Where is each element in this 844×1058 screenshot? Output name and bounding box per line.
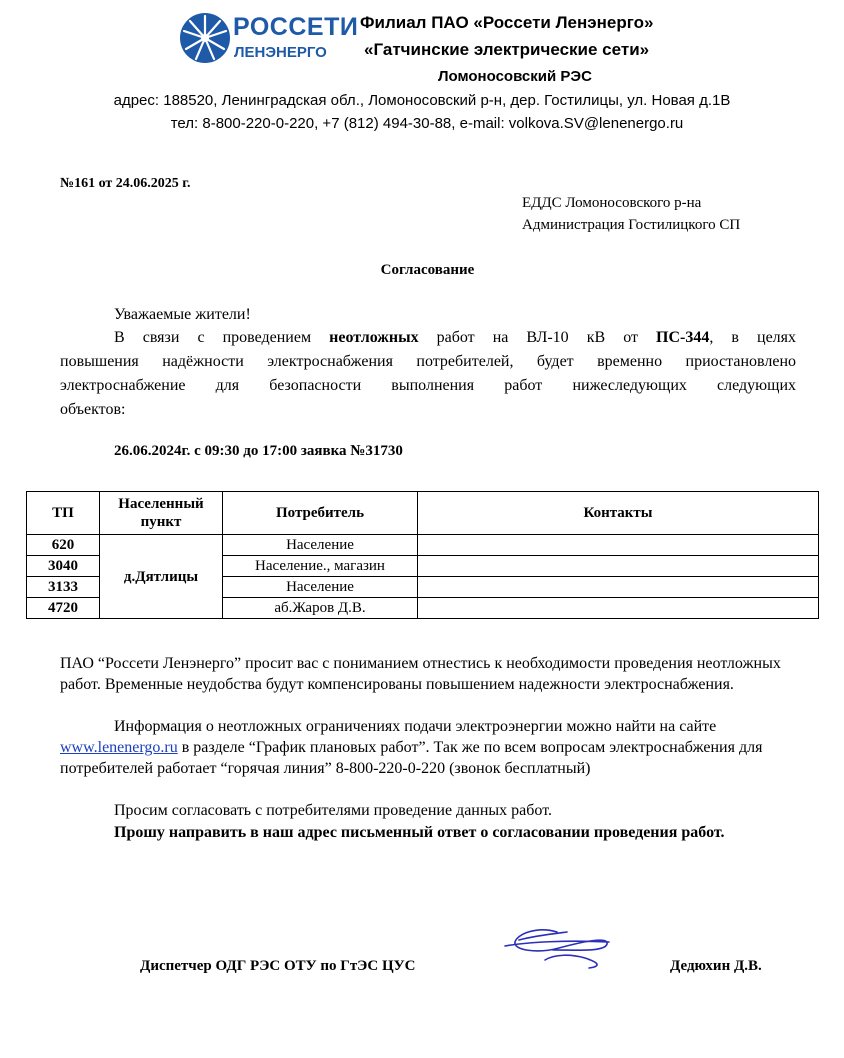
lenenergo-site-link[interactable]: www.lenenergo.ru bbox=[60, 739, 178, 756]
table-header-row bbox=[27, 492, 819, 535]
contacts-cell bbox=[418, 556, 819, 577]
res-name: Ломоносовский РЭС bbox=[438, 68, 592, 85]
contacts-line: тел: 8-800-220-0-220, +7 (812) 494-30-88, e-mail: volkova.SV@lenenergo.ru bbox=[170, 115, 684, 132]
tp-cell: 3133 bbox=[27, 577, 100, 598]
contacts-cell bbox=[418, 598, 819, 619]
contacts-cell bbox=[418, 535, 819, 556]
intro-line-3: электроснабжение для безопасности выполнения работ нижеследующих следующих bbox=[60, 377, 796, 394]
header-tp: ТП bbox=[27, 492, 100, 535]
handwritten-signature bbox=[497, 920, 617, 974]
address-line: адрес: 188520, Ленинградская обл., Ломоносовский р-н, дер. Гостилицы, ул. Новая д.1В bbox=[113, 92, 731, 109]
signer-name: Дедюхин Д.В. bbox=[670, 958, 762, 974]
document-number: №161 от 24.06.2025 г. bbox=[60, 176, 191, 191]
body-paragraph-2-text: Информация о неотложных ограничениях подачи электроэнергии можно найти на сайте www.lenenergo.ru в разделе “График плановых работ”. Так же по всем вопросам электроснабжения для потребителей работает “горячая линия” 8-800-220-0-220 (звонок бесплатный) bbox=[60, 718, 763, 777]
document-subject: Согласование bbox=[380, 262, 475, 278]
intro-line-4: объектов: bbox=[60, 401, 126, 418]
tp-cell: 4720 bbox=[27, 598, 100, 619]
greeting: Уважаемые жители! bbox=[114, 306, 251, 323]
body-paragraph-1: ПАО “Россети Ленэнерго” просит вас с пониманием отнестись к необходимости проведения неотложных работ. Временные неудобства будут компенсированы повышением надежности электроснабжения. bbox=[60, 655, 781, 693]
intro-line-2: повышения надёжности электроснабжения потребителей, будет временно приостановлено bbox=[60, 353, 796, 370]
consumer-cell: аб.Жаров Д.В. bbox=[223, 598, 418, 619]
schedule-line: 26.06.2024г. с 09:30 до 17:00 заявка №31730 bbox=[114, 443, 403, 459]
branch-title: Филиал ПАО «Россети Ленэнерго» bbox=[360, 13, 654, 32]
tp-cell: 620 bbox=[27, 535, 100, 556]
table-row bbox=[27, 535, 819, 556]
tp-cell: 3040 bbox=[27, 556, 100, 577]
logo-wordmark: РОССЕТИ bbox=[233, 13, 359, 41]
logo-subtitle: ЛЕНЭНЕРГО bbox=[234, 44, 327, 61]
header-contacts: Контакты bbox=[418, 492, 819, 535]
intro-paragraph bbox=[60, 326, 796, 422]
branch-subtitle: «Гатчинские электрические сети» bbox=[364, 40, 650, 59]
body-paragraph-4: Прошу направить в наш адрес письменный ответ о согласовании проведения работ. bbox=[114, 824, 725, 841]
intro-line-1: В связи с проведением неотложных работ на ВЛ-10 кВ от ПС-344, в целях bbox=[114, 329, 797, 346]
consumer-cell: Население., магазин bbox=[223, 556, 418, 577]
settlement-cell: д.Дятлицы bbox=[100, 535, 223, 619]
consumer-cell: Население bbox=[223, 577, 418, 598]
contacts-cell bbox=[418, 577, 819, 598]
body-paragraph-3: Просим согласовать с потребителями проведение данных работ. bbox=[114, 802, 552, 819]
recipient-line-2: Администрация Гостилицкого СП bbox=[522, 217, 741, 233]
outage-table bbox=[26, 491, 819, 619]
signer-role: Диспетчер ОДГ РЭС ОТУ по ГтЭС ЦУС bbox=[140, 958, 416, 974]
header-settlement: Населенный пункт bbox=[100, 492, 223, 535]
recipient-line-1: ЕДДС Ломоносовского р-на bbox=[522, 195, 702, 211]
header-consumer: Потребитель bbox=[223, 492, 418, 535]
consumer-cell: Население bbox=[223, 535, 418, 556]
